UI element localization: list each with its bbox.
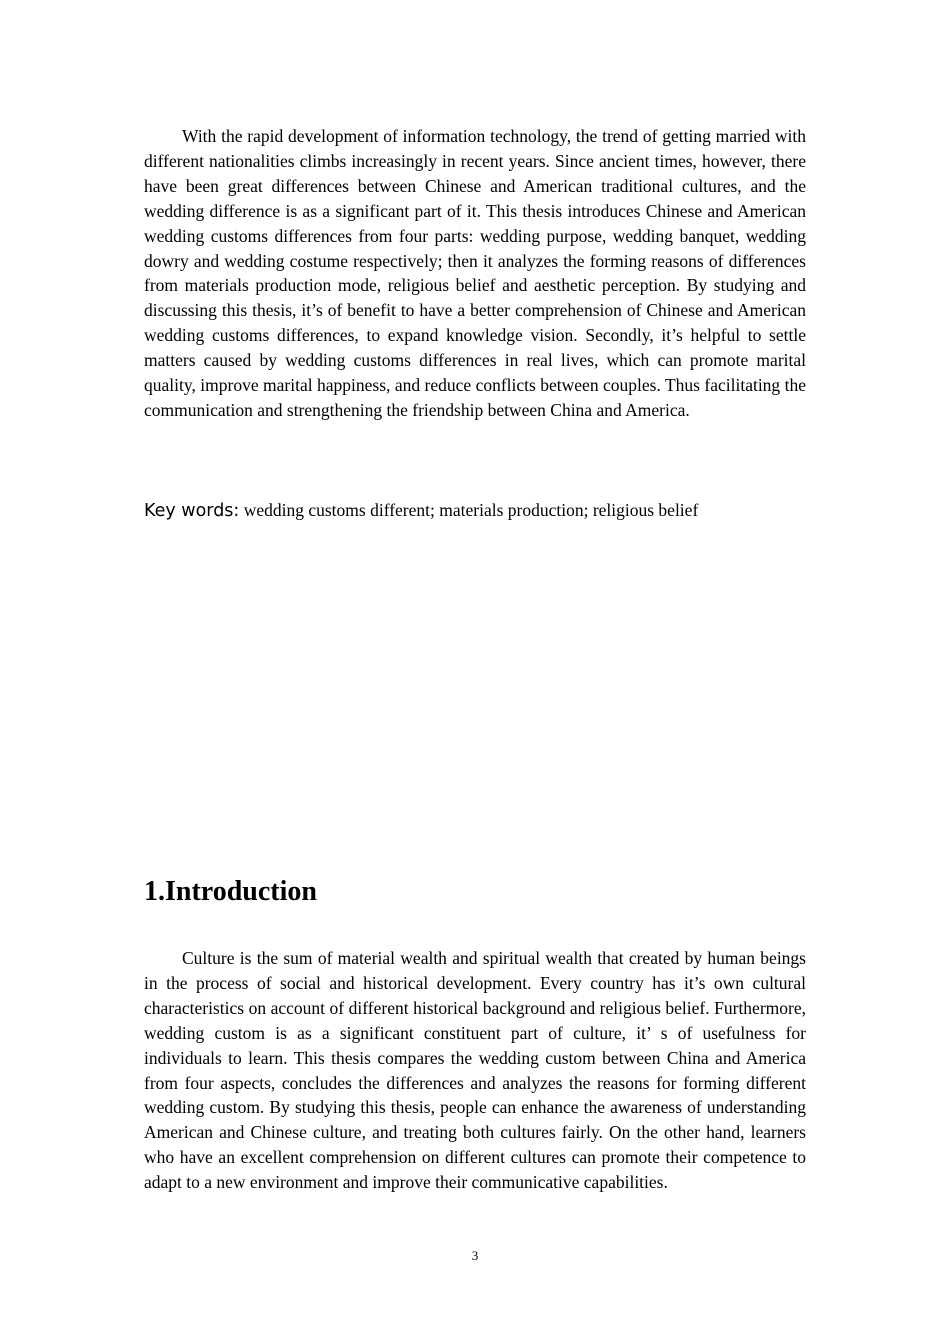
introduction-paragraph: Culture is the sum of material wealth and spiritual wealth that created by human beings in the process of social and historical development. Every country has it’s own cultural characteristics on account of different historical background and religious belief. Furthermore, wedding custom is as a significant constituent part of culture, it’ s of usefulness for individuals to learn. This thesis compares the wedding custom between China and America from four aspects, concludes the differences and analyzes the reasons for forming different wedding custom. By studying this thesis, people can enhance the awareness of understanding American and Chinese culture, and treating both cultures fairly. On the other hand, learners who have an excellent comprehension on different cultures can promote their competence to adapt to a new environment and improve their communicative capabilities.	[144, 948, 806, 1193]
keywords-text: wedding customs different; materials production; religious belief	[239, 500, 699, 520]
section-heading: 1.Introduction	[144, 876, 317, 907]
page-number: 3	[471, 1248, 479, 1263]
keywords-line	[144, 497, 806, 525]
keywords-label: Key words:	[144, 501, 240, 521]
abstract-paragraph: With the rapid development of information technology, the trend of getting married with different nationalities climbs increasingly in recent years. Since ancient times, however, there have been great differences between Chinese and American traditional cultures, and the wedding difference is as a significant part of it. This thesis introduces Chinese and American wedding customs differences from four parts: wedding purpose, wedding banquet, wedding dowry and wedding costume respectively; then it analyzes the forming reasons of differences from materials production mode, religious belief and aesthetic perception. By studying and discussing this thesis, it’s of benefit to have a better comprehension of Chinese and American wedding customs differences, to expand knowledge vision. Secondly, it’s helpful to settle matters caused by wedding customs differences in real lives, which can promote marital quality, improve marital happiness, and reduce conflicts between couples. Thus facilitating the communication and strengthening the friendship between China and America.	[144, 126, 806, 420]
